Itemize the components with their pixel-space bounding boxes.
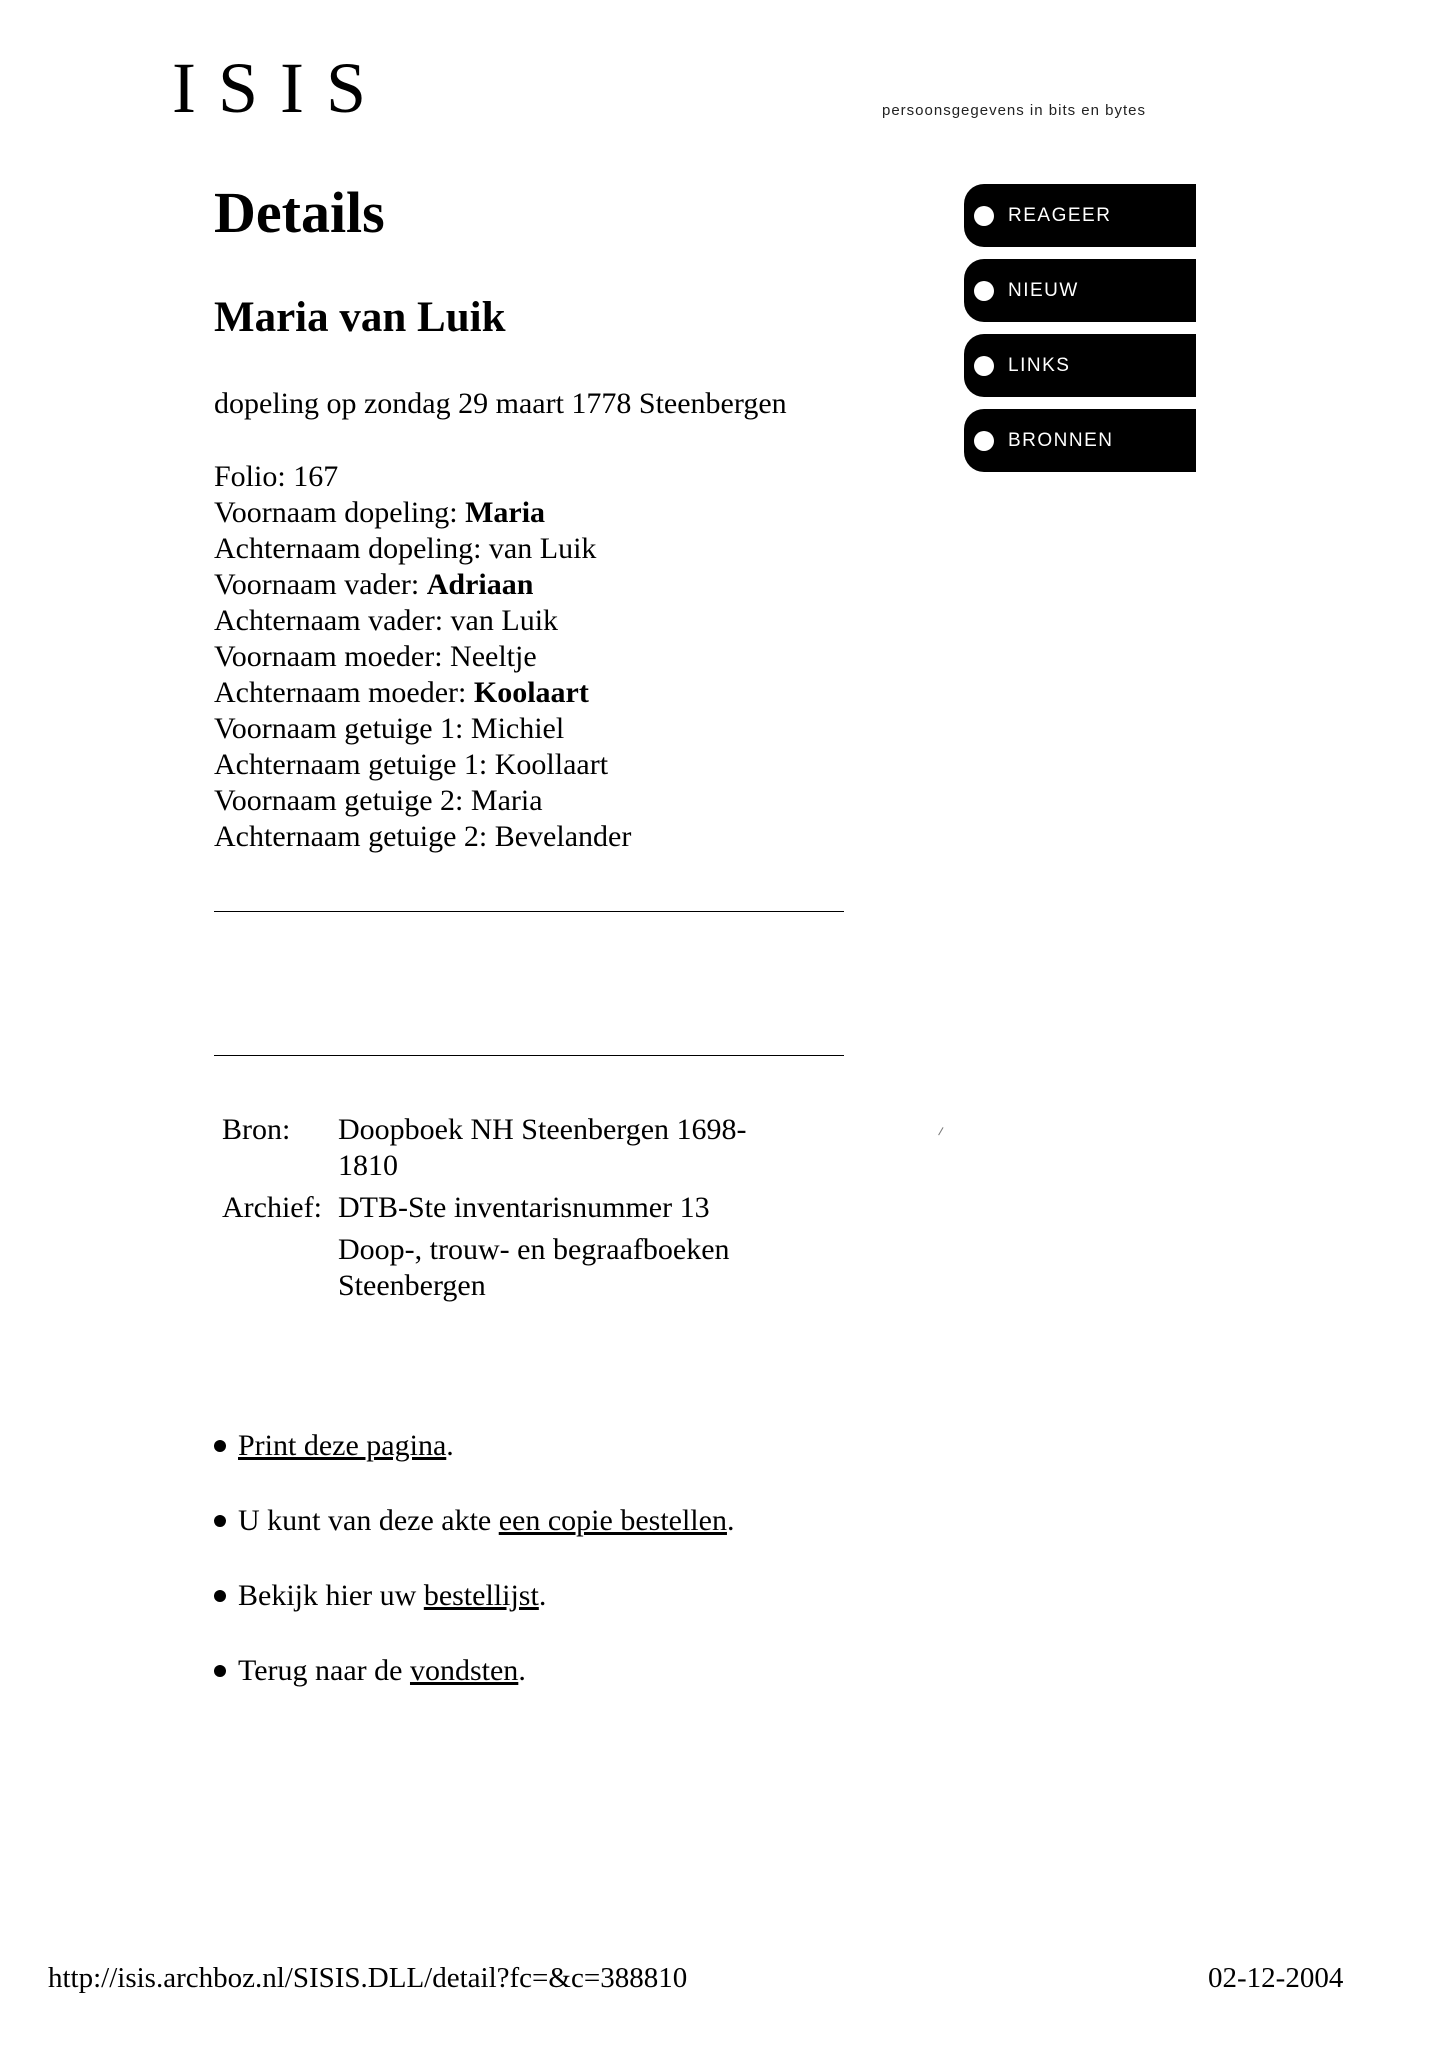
archief-label: Archief: bbox=[222, 1191, 322, 1224]
field-label: Achternaam getuige 2: bbox=[214, 820, 488, 853]
field-label: Folio: bbox=[214, 460, 286, 493]
site-logo: ISIS bbox=[172, 48, 389, 128]
field-row bbox=[214, 819, 631, 855]
scan-artifact bbox=[938, 1127, 948, 1138]
field-value: van Luik bbox=[450, 604, 559, 637]
divider-bottom bbox=[214, 1055, 844, 1056]
field-value: Koollaart bbox=[494, 748, 609, 781]
action-copy bbox=[214, 1503, 734, 1539]
field-label: Voornaam dopeling: bbox=[214, 496, 458, 529]
field-value: Adriaan bbox=[426, 568, 534, 601]
field-label: Voornaam moeder: bbox=[214, 640, 443, 673]
print-page-link[interactable]: Print deze pagina bbox=[238, 1429, 447, 1462]
field-value: Neeltje bbox=[450, 640, 537, 673]
event-description: dopeling op zondag 29 maart 1778 Steenbergen bbox=[214, 387, 787, 420]
archief-description: Doop-, trouw- en begraafboeken Steenbergen bbox=[338, 1233, 730, 1302]
bullet-icon bbox=[214, 1590, 226, 1602]
source-row-bron bbox=[222, 1112, 798, 1184]
field-row bbox=[214, 567, 631, 603]
nav-button-links[interactable] bbox=[964, 334, 1196, 397]
action-back bbox=[214, 1653, 734, 1689]
action-suffix: . bbox=[446, 1429, 454, 1462]
action-suffix: . bbox=[518, 1654, 526, 1687]
source-info bbox=[222, 1112, 798, 1304]
field-label: Voornaam getuige 2: bbox=[214, 784, 464, 817]
footer-date: 02-12-2004 bbox=[1208, 1962, 1344, 1994]
nav-button-nieuw[interactable] bbox=[964, 259, 1196, 322]
field-row bbox=[214, 639, 631, 675]
field-value: Bevelander bbox=[494, 820, 632, 853]
order-list-link[interactable]: bestellijst bbox=[423, 1579, 539, 1612]
field-value: 167 bbox=[293, 460, 339, 493]
field-value: Maria bbox=[470, 784, 543, 817]
field-row bbox=[214, 783, 631, 819]
bullet-icon bbox=[214, 1515, 226, 1527]
archief-value: DTB-Ste inventarisnummer 13 bbox=[338, 1191, 710, 1224]
order-copy-link[interactable]: een copie bestellen bbox=[498, 1504, 727, 1537]
action-prefix: Bekijk hier uw bbox=[238, 1579, 424, 1612]
nav-label: NIEUW bbox=[1008, 279, 1079, 301]
field-row bbox=[214, 459, 631, 495]
bron-value: Doopboek NH Steenbergen 1698-1810 bbox=[338, 1113, 747, 1182]
bullet-icon bbox=[214, 1440, 226, 1452]
bullet-icon bbox=[214, 1665, 226, 1677]
source-row-archief bbox=[222, 1190, 798, 1226]
field-row bbox=[214, 531, 631, 567]
field-label: Achternaam getuige 1: bbox=[214, 748, 488, 781]
field-label: Voornaam vader: bbox=[214, 568, 420, 601]
field-label: Achternaam moeder: bbox=[214, 676, 467, 709]
person-name: Maria van Luik bbox=[214, 294, 506, 341]
field-row bbox=[214, 495, 631, 531]
field-value: Maria bbox=[465, 496, 546, 529]
action-list bbox=[214, 1428, 734, 1728]
field-row bbox=[214, 711, 631, 747]
back-to-results-link[interactable]: vondsten bbox=[409, 1654, 519, 1687]
field-value: Michiel bbox=[470, 712, 565, 745]
field-label: Achternaam vader: bbox=[214, 604, 444, 637]
site-tagline: persoonsgegevens in bits en bytes bbox=[882, 102, 1146, 119]
divider-top bbox=[214, 911, 844, 912]
action-list bbox=[214, 1578, 734, 1614]
side-nav bbox=[964, 184, 1196, 484]
field-label: Achternaam dopeling: bbox=[214, 532, 482, 565]
nav-label: BRONNEN bbox=[1008, 429, 1114, 451]
record-fields bbox=[214, 459, 631, 855]
circle-icon bbox=[974, 356, 994, 376]
field-value: van Luik bbox=[488, 532, 597, 565]
nav-button-bronnen[interactable] bbox=[964, 409, 1196, 472]
page-title: Details bbox=[214, 180, 385, 245]
nav-label: REAGEER bbox=[1008, 204, 1112, 226]
nav-button-reageer[interactable] bbox=[964, 184, 1196, 247]
bron-label: Bron: bbox=[222, 1113, 291, 1146]
field-row bbox=[214, 747, 631, 783]
field-row bbox=[214, 675, 631, 711]
action-suffix: . bbox=[538, 1579, 547, 1612]
action-suffix: . bbox=[726, 1504, 735, 1537]
nav-label: LINKS bbox=[1008, 354, 1071, 376]
action-print bbox=[214, 1428, 734, 1464]
action-prefix: Terug naar de bbox=[238, 1654, 410, 1687]
field-value: Koolaart bbox=[473, 676, 589, 709]
field-label: Voornaam getuige 1: bbox=[214, 712, 464, 745]
circle-icon bbox=[974, 281, 994, 301]
footer-url: http://isis.archboz.nl/SISIS.DLL/detail?fc=&c=388810 bbox=[48, 1962, 688, 1994]
circle-icon bbox=[974, 431, 994, 451]
action-prefix: U kunt van deze akte bbox=[238, 1504, 499, 1537]
circle-icon bbox=[974, 206, 994, 226]
field-row bbox=[214, 603, 631, 639]
